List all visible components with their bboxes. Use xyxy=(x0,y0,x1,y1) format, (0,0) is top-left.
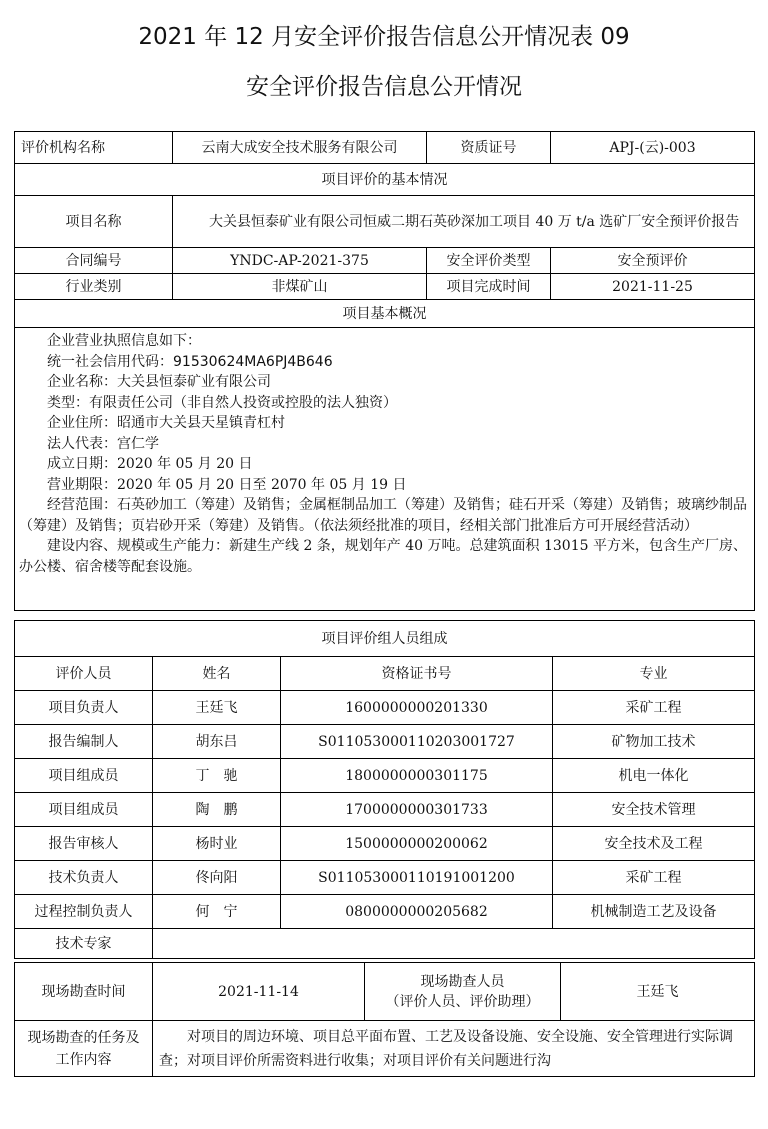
overview-line: 类型：有限责任公司（非自然人投资或控股的法人独资） xyxy=(47,394,397,411)
survey-people-label-line2: （评价人员、评价助理） xyxy=(385,993,540,1010)
cert-label: 资质证号 xyxy=(427,132,551,164)
team-header-name: 姓名 xyxy=(153,657,281,691)
overview-line: 企业营业执照信息如下： xyxy=(47,333,201,349)
contract-label: 合同编号 xyxy=(15,248,173,274)
team-name: 王廷飞 xyxy=(153,691,281,725)
team-major: 安全技术管理 xyxy=(553,793,755,827)
team-major: 机械制造工艺及设备 xyxy=(553,895,755,929)
org-value: 云南大成安全技术服务有限公司 xyxy=(173,132,427,164)
team-role: 项目组成员 xyxy=(15,759,153,793)
team-major: 安全技术及工程 xyxy=(553,827,755,861)
team-cert: 1500000000200062 xyxy=(281,827,553,861)
team-table-body xyxy=(14,620,755,959)
finish-label: 项目完成时间 xyxy=(427,274,551,300)
overview-line: 营业期限：2020 年 05 月 20 日至 2070 年 05 月 19 日 xyxy=(47,476,407,493)
contract-value: YNDC-AP-2021-375 xyxy=(173,248,427,274)
table-row xyxy=(15,725,755,759)
team-major: 采矿工程 xyxy=(553,861,755,895)
credit-code-value: 91530624MA6PJ4B646 xyxy=(173,353,333,370)
team-major: 矿物加工技术 xyxy=(553,725,755,759)
table-row xyxy=(15,759,755,793)
team-role: 报告审核人 xyxy=(15,827,153,861)
team-name: 胡东吕 xyxy=(153,725,281,759)
expert-value xyxy=(153,929,755,959)
survey-table xyxy=(14,962,755,1077)
team-cert: S011053000110203001727 xyxy=(281,725,553,759)
team-header-major: 专业 xyxy=(553,657,755,691)
project-name-text: 大关县恒泰矿业有限公司恒威二期石英砂深加工项目 40 万 t/a 选矿厂安全预评价报告 xyxy=(209,213,740,230)
table-row xyxy=(15,895,755,929)
team-section-header: 项目评价组人员组成 xyxy=(15,621,755,657)
basic-info-table xyxy=(14,131,755,611)
team-name: 杨时业 xyxy=(153,827,281,861)
survey-task-text: 对项目的周边环境、项目总平面布置、工艺及设备设施、安全设施、安全管理进行实际调查；对项目评价所需资料进行收集；对项目评价有关问题进行沟 xyxy=(159,1029,733,1069)
eval-type-label: 安全评价类型 xyxy=(427,248,551,274)
team-name: 佟向阳 xyxy=(153,861,281,895)
overview-line: 企业名称：大关县恒泰矿业有限公司 xyxy=(47,374,271,390)
team-name: 陶 鹏 xyxy=(153,793,281,827)
credit-code-label: 统一社会信用代码： xyxy=(47,353,173,370)
basic-section-header: 项目评价的基本情况 xyxy=(15,164,755,196)
overview-section-header: 项目基本概况 xyxy=(15,300,755,328)
overview-line: 法人代表：宫仁学 xyxy=(47,435,159,452)
team-role: 技术负责人 xyxy=(15,861,153,895)
table-row xyxy=(15,827,755,861)
team-cert: S011053000110191001200 xyxy=(281,861,553,895)
team-major: 机电一体化 xyxy=(553,759,755,793)
survey-people-value: 王廷飞 xyxy=(561,963,755,1021)
survey-people-label-line1: 现场勘查人员 xyxy=(420,973,505,990)
document-title: 2021 年 12 月安全评价报告信息公开情况表 09 xyxy=(138,24,630,50)
team-cert: 1600000000201330 xyxy=(281,691,553,725)
team-header-role: 评价人员 xyxy=(15,657,153,691)
survey-task-label: 现场勘查的任务及工作内容 xyxy=(15,1021,153,1077)
team-name: 何 宁 xyxy=(153,895,281,929)
survey-people-label xyxy=(365,963,561,1021)
survey-task-value xyxy=(153,1021,755,1077)
industry-value: 非煤矿山 xyxy=(173,274,427,300)
table-row xyxy=(15,793,755,827)
team-role: 报告编制人 xyxy=(15,725,153,759)
survey-time-label: 现场勘查时间 xyxy=(15,963,153,1021)
team-role: 项目组成员 xyxy=(15,793,153,827)
table-row xyxy=(15,861,755,895)
team-cert: 1700000000301733 xyxy=(281,793,553,827)
team-header-cert: 资格证书号 xyxy=(281,657,553,691)
team-cert: 1800000000301175 xyxy=(281,759,553,793)
construction-content: 建设内容、规模或生产能力：新建生产线 2 条，规划年产 40 万吨。总建筑面积 13015 平方米，包含生产厂房、办公楼、宿舍楼等配套设施。 xyxy=(19,538,747,575)
project-overview xyxy=(15,328,755,611)
eval-type-value: 安全预评价 xyxy=(551,248,755,274)
team-cert: 0800000000205682 xyxy=(281,895,553,929)
team-major: 采矿工程 xyxy=(553,691,755,725)
team-role: 项目负责人 xyxy=(15,691,153,725)
project-name-value xyxy=(173,196,755,248)
survey-time-value: 2021-11-14 xyxy=(153,963,365,1021)
expert-label: 技术专家 xyxy=(15,929,153,959)
table-row xyxy=(15,691,755,725)
team-role: 过程控制负责人 xyxy=(15,895,153,929)
business-scope: 经营范围：石英砂加工（筹建）及销售；金属框制品加工（筹建）及销售；硅石开采（筹建）及销售；玻璃纱制品（筹建）及销售；页岩砂开采（筹建）及销售。（依法须经批准的项目，经相关部门批准后方可开展经营活动） xyxy=(19,497,747,534)
cert-value: APJ-(云)-003 xyxy=(551,132,755,164)
overview-line: 成立日期：2020 年 05 月 20 日 xyxy=(47,456,253,472)
overview-line: 企业住所：昭通市大关县天星镇青杠村 xyxy=(47,415,285,431)
finish-value: 2021-11-25 xyxy=(551,274,755,300)
industry-label: 行业类别 xyxy=(15,274,173,300)
team-name: 丁 驰 xyxy=(153,759,281,793)
document-subtitle: 安全评价报告信息公开情况 xyxy=(246,74,522,100)
overview-line xyxy=(19,352,750,373)
org-label: 评价机构名称 xyxy=(15,132,173,164)
project-name-label: 项目名称 xyxy=(15,196,173,248)
